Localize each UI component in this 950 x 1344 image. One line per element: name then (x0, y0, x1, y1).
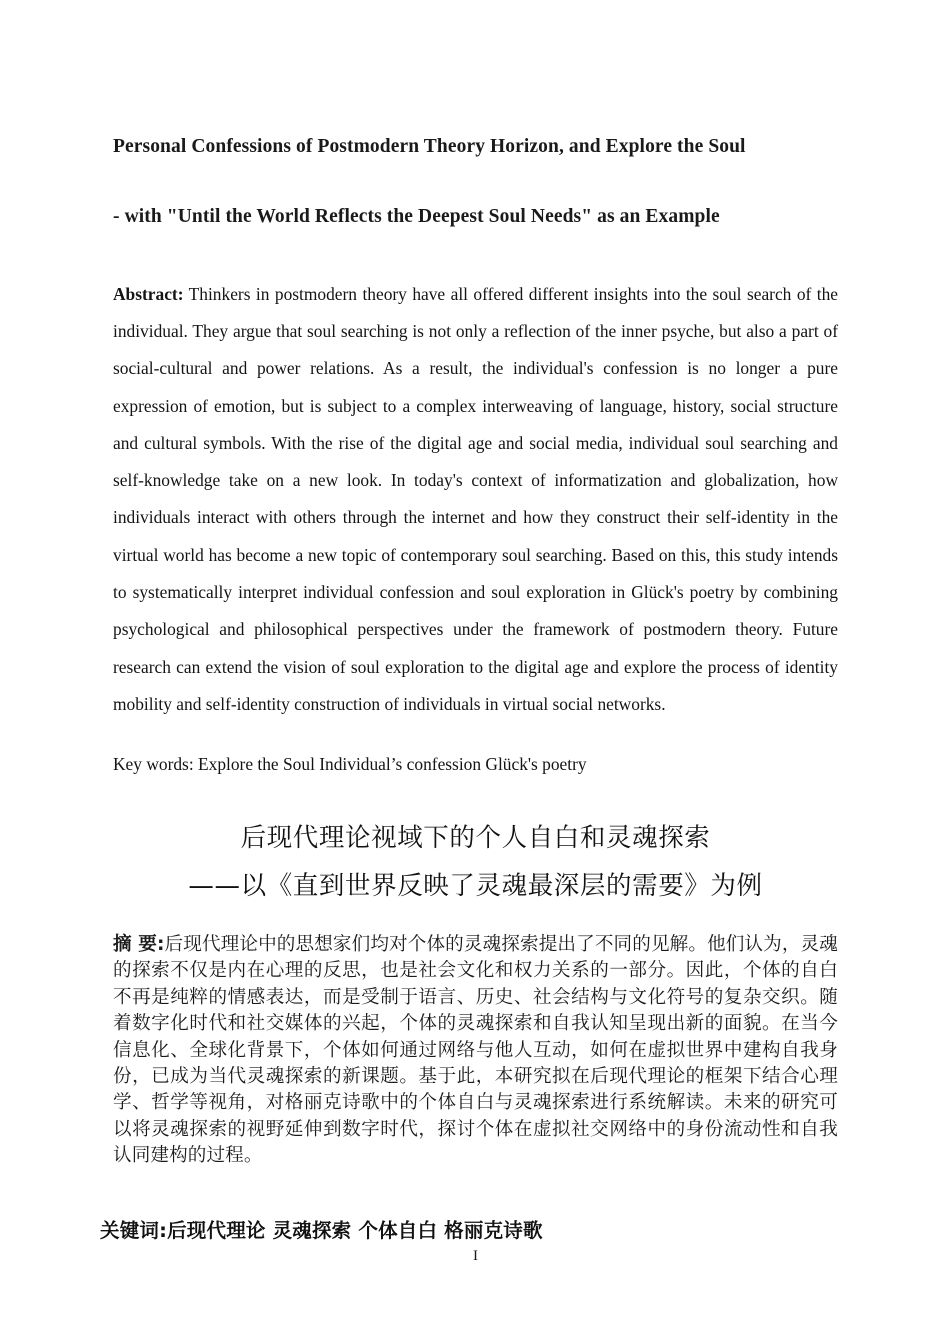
english-title-line-2: - with "Until the World Reflects the Deepest Soul Needs" as an Example (113, 206, 720, 228)
chinese-title-line-2: ——以《直到世界反映了灵魂最深层的需要》为例 (188, 870, 763, 901)
english-abstract-body: Thinkers in postmodern theory have all offered different insights into the soul search of the individual. They argue that soul searching is not only a reflection of the inner psyche, but also a part of social-cultural and power relations. As a result, the individual's confession is no longer a pure expression of emotion, but is subject to a complex interweaving of language, history, social structure and cultural symbols. With the rise of the digital age and social media, individual soul searching and self-knowledge take on a new look. In today's context of informatization and globalization, how individuals interact with others through the internet and how they construct their self-identity in the virtual world has become a new topic of contemporary soul searching. Based on this, this study intends to systematically interpret individual confession and soul exploration in Glück's poetry by combining psychological and philosophical perspectives under the framework of postmodern theory. Future research can extend the vision of soul exploration to the digital age and explore the process of identity mobility and self-identity construction of individuals in virtual social networks. (113, 283, 838, 714)
page-content (113, 0, 838, 1170)
chinese-abstract (113, 932, 838, 1170)
chinese-abstract-body: 后现代理论中的思想家们均对个体的灵魂探索提出了不同的见解。他们认为，灵魂的探索不仅是内在心理的反思，也是社会文化和权力关系的一部分。因此，个体的自白不再是纯粹的情感表达，而是受制于语言、历史、社会结构与文化符号的复杂交织。随着数字化时代和社交媒体的兴起，个体的灵魂探索和自我认知呈现出新的面貌。在当今信息化、全球化背景下，个体如何通过网络与他人互动，如何在虚拟世界中建构自我身份，已成为当代灵魂探索的新课题。基于此，本研究拟在后现代理论的框架下结合心理学、哲学等视角，对格丽克诗歌中的个体自白与灵魂探索进行系统解读。未来的研究可以将灵魂探索的视野延伸到数字时代，探讨个体在虚拟社交网络中的身份流动性和自我认同建构的过程。 (113, 934, 838, 1167)
english-keywords: Key words: Explore the Soul Individual’s confession Glück's poetry (113, 754, 587, 775)
chinese-keywords: 关键词:后现代理论 灵魂探索 个体自白 格丽克诗歌 (100, 1219, 543, 1242)
english-abstract (113, 276, 838, 724)
page-number: I (473, 1248, 478, 1264)
chinese-title-line-1: 后现代理论视域下的个人自白和灵魂探索 (240, 822, 711, 853)
english-abstract-label: Abstract: (113, 283, 184, 304)
english-title-line-1: Personal Confessions of Postmodern Theory Horizon, and Explore the Soul (113, 136, 746, 157)
chinese-abstract-label: 摘 要: (113, 934, 165, 956)
